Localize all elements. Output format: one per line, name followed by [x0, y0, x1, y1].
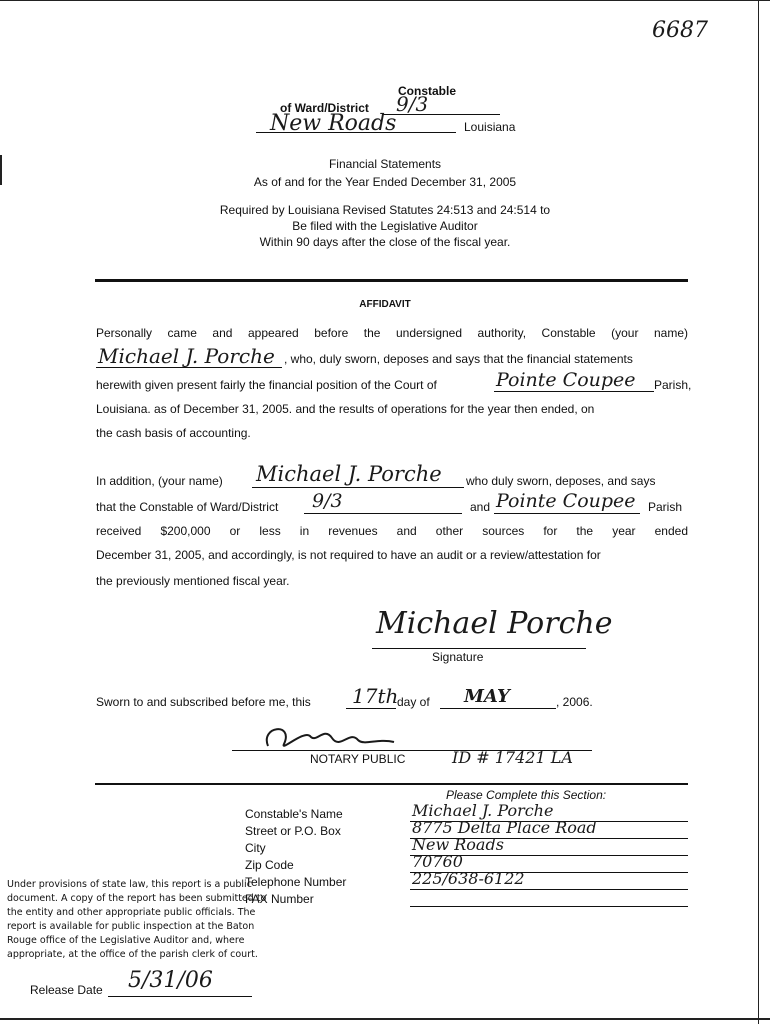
value-constable-name: Michael J. Porche [412, 801, 554, 820]
state-label: Louisiana [464, 120, 516, 134]
release-date-underline [108, 996, 252, 997]
p1-parish-value: Pointe Coupee [496, 369, 636, 391]
statement-title: Financial Statements [328, 157, 442, 171]
affidavit-p2-start: In addition, (your name) [96, 474, 223, 488]
page-border-right [758, 0, 759, 1024]
signature-label: Signature [432, 650, 484, 664]
p1-name-value: Michael J. Porche [98, 344, 275, 368]
release-date-value: 5/31/06 [128, 968, 213, 993]
section-divider [95, 783, 688, 785]
value-city: New Roads [412, 835, 504, 854]
sworn-start: Sworn to and subscribed before me, this [96, 695, 311, 709]
page-border-bottom [0, 1018, 770, 1020]
sworn-day-value: 17th [352, 684, 399, 708]
affidavit-p1-line5: the cash basis of accounting. [96, 426, 251, 440]
notary-id: ID # 17421 LA [452, 748, 573, 767]
label-constable-name: Constable's Name [245, 807, 343, 821]
value-zip: 70760 [412, 852, 463, 871]
sworn-year: , 2006. [556, 695, 593, 709]
affidavit-heading: AFFIDAVIT [359, 299, 411, 310]
affidavit-p1-line2: , who, duly sworn, deposes and says that the financial statements [284, 352, 633, 366]
public-notice [7, 878, 297, 962]
header-divider [95, 279, 688, 282]
affidavit-p1-line1: Personally came and appeared before the undersigned authority, Constable (your name) [96, 326, 688, 340]
p2-ward-underline [304, 513, 462, 514]
notice-line-4: report is available for public inspection at the Baton [7, 921, 255, 932]
affidavit-p1-line4: Louisiana. as of December 31, 2005. and the results of operations for the year then ended, on [96, 402, 595, 416]
sworn-month-value: MAY [464, 686, 510, 707]
p2-parish-value: Pointe Coupee [496, 490, 636, 512]
value-line-6 [410, 906, 688, 907]
affidavit-p2-line2-start: that the Constable of Ward/District [96, 500, 279, 514]
notice-line-2: document. A copy of the report has been submitted to [7, 893, 267, 904]
document-number: 6687 [652, 18, 708, 43]
required-line-1: Required by Louisiana Revised Statutes 24:513 and 24:514 to [219, 203, 551, 217]
signature-underline [372, 648, 586, 649]
p2-ward-value: 9/3 [312, 490, 343, 512]
signature-value: Michael Porche [376, 606, 613, 641]
value-line-5 [410, 889, 688, 890]
release-date-label: Release Date [30, 983, 103, 997]
affidavit-p2-line4: December 31, 2005, and accordingly, is not required to have an audit or a review/attestation for [96, 548, 601, 562]
notice-line-1: Under provisions of state law, this report is a public [7, 879, 252, 890]
label-street: Street or P.O. Box [245, 824, 341, 838]
label-city: City [245, 841, 266, 855]
statement-period: As of and for the Year Ended December 31, 2005 [253, 175, 517, 189]
affidavit-p2-and: and [470, 500, 491, 514]
sworn-day-underline [346, 708, 396, 709]
sworn-month-underline [440, 708, 556, 709]
notice-line-3: the entity and other appropriate public officials. The [7, 907, 256, 918]
p2-name-value: Michael J. Porche [256, 462, 442, 486]
label-zip: Zip Code [245, 858, 294, 872]
value-street: 8775 Delta Place Road [412, 818, 597, 837]
required-line-2: Be filed with the Legislative Auditor [292, 219, 478, 233]
page-border-top [0, 0, 770, 1]
affidavit-p2-after-name: who duly sworn, deposes, and says [466, 474, 656, 488]
affidavit-p2-line5: the previously mentioned fiscal year. [96, 574, 290, 588]
constable-title: Constable [398, 84, 457, 98]
notice-line-6: appropriate, at the office of the parish clerk of court. [7, 949, 258, 960]
ward-label: of Ward/District [280, 101, 369, 115]
p2-parish-underline [494, 513, 640, 514]
label-fax: FAX Number [245, 892, 314, 906]
required-line-3: Within 90 days after the close of the fiscal year. [259, 235, 511, 249]
sworn-day-of: day of [397, 695, 430, 709]
affidavit-p2-parish: Parish [648, 500, 683, 514]
please-complete: Please Complete this Section: [446, 788, 607, 802]
p2-name-underline [252, 487, 464, 488]
ward-value: 9/3 [396, 92, 429, 116]
affidavit-p1-line3-end: Parish, [654, 378, 692, 392]
label-telephone: Telephone Number [245, 875, 347, 889]
affidavit-p1-line3-start: herewith given present fairly the financial position of the Court of [96, 378, 437, 392]
p1-parish-underline [494, 391, 654, 392]
notary-label: NOTARY PUBLIC [310, 752, 406, 766]
affidavit-p2-line3: received $200,000 or less in revenues and other sources for the year ended [96, 524, 688, 538]
value-telephone: 225/638-6122 [412, 869, 525, 888]
notice-line-5: Rouge office of the Legislative Auditor and, where [7, 935, 245, 946]
location-value: New Roads [270, 111, 397, 136]
